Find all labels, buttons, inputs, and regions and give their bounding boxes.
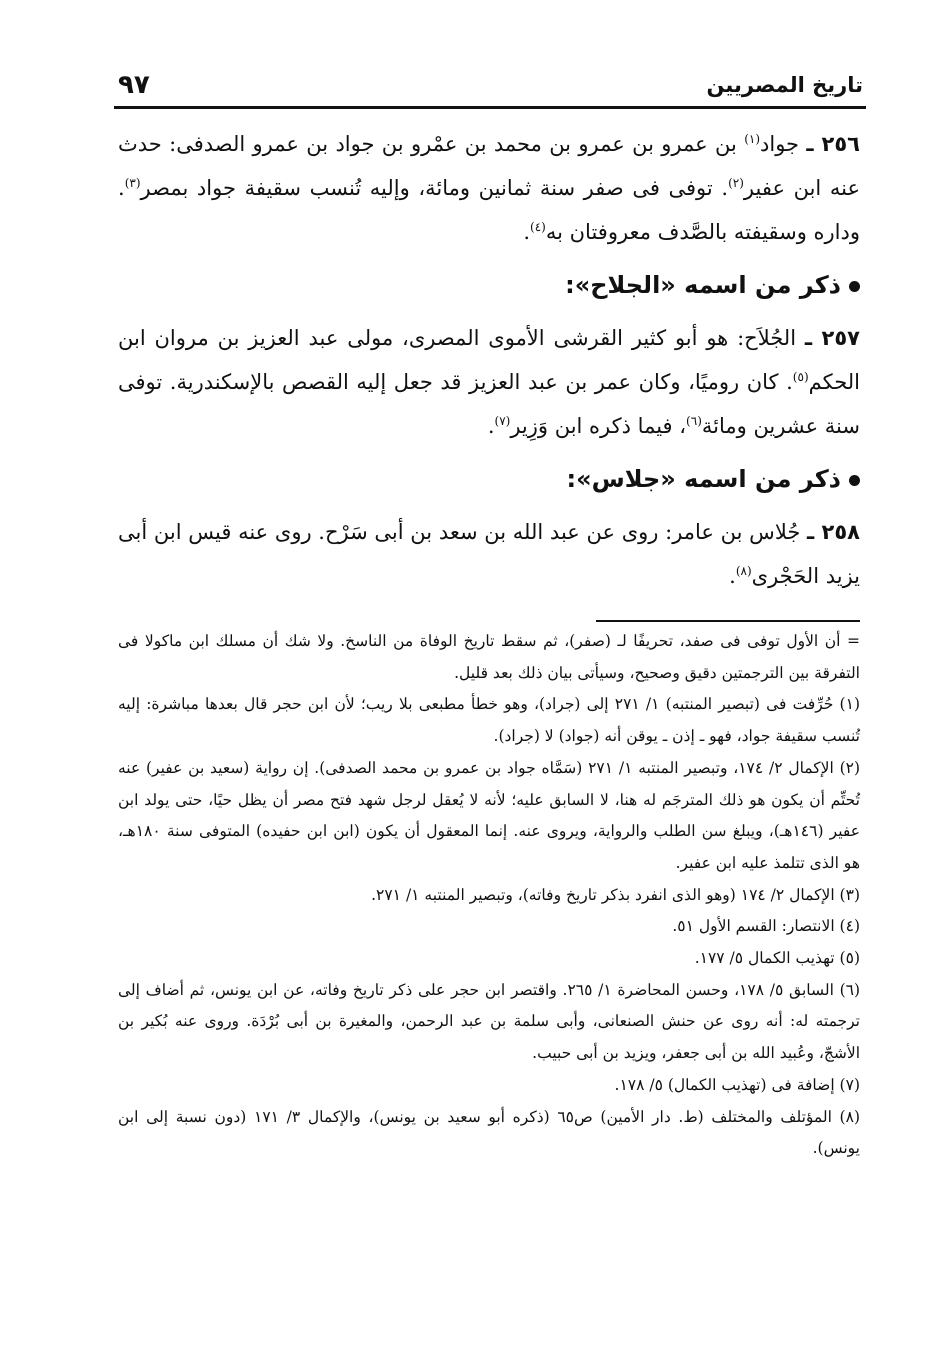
footnote-ref: (٦) xyxy=(686,414,702,428)
bullet-icon xyxy=(849,475,860,486)
entry-number: ٢٥٨ ـ xyxy=(807,520,860,544)
footnote-separator xyxy=(596,620,860,622)
entry-text: . xyxy=(523,220,531,244)
entry-text: جُلاس بن عامر: روى عن عبد الله بن سعد بن أبى سَرْح. روى عنه قيس ابن أبى يزيد الحَجْرى xyxy=(118,520,860,588)
footnote-ref: (١) xyxy=(744,132,761,146)
entry-text: . وداره وسقيفته بالصَّدف معروفتان به xyxy=(118,176,860,244)
footnote-6: (٦) السابق ٥/ ١٧٨، وحسن المحاضرة ١/ ٢٦٥. واقتصر ابن حجر على ذكر تاريخ وفاته، عن ابن يونس، ثم أضاف إلى ترجمته له: أنه روى عن حنش الصنعانى، وأبى سلمة بن عبد الرحمن، والمغيرة بن أبى بُرْدَة. وروى عنه بُكير بن الأشجّ، وعُبيد الله بن أبى جعفر، ويزيد بن أبى حبيب. xyxy=(118,980,861,1063)
entry-256 xyxy=(118,122,860,254)
footnote-8: (٨) المؤتلف والمختلف (ط. دار الأمين) ص٦٥ (ذكره أبو سعيد بن يونس)، والإكمال ٣/ ١٧١ (دون نسبة إلى ابن يونس). xyxy=(118,1107,860,1158)
page-header xyxy=(118,70,863,100)
footnotes xyxy=(118,626,860,1165)
footnote-ref: (٨) xyxy=(735,564,752,578)
footnote-7: (٧) إضافة فى (تهذيب الكمال) ٥/ ١٧٨. xyxy=(614,1075,860,1094)
footnote-carryover: = أن الأول توفى فى صفد، تحريفًا لـ (صفر)، ثم سقط تاريخ الوفاة من الناسخ. ولا شك أن مسلك ابن ماكولا فى التفرقة بين الترجمتين دقيق وصحيح، وسيأتى بيان ذلك بعد قليل. xyxy=(118,632,860,682)
footnote-5: (٥) تهذيب الكمال ٥/ ١٧٧. xyxy=(694,949,860,968)
entry-text: . xyxy=(487,414,495,438)
bullet-icon xyxy=(849,281,860,292)
entry-text: الجُلاَح: هو أبو كثير القرشى الأموى المصرى، مولى عبد العزيز بن مروان ابن الحكم xyxy=(118,326,860,394)
entry-257 xyxy=(118,316,860,448)
footnote-1: (١) حُرِّفت فى (تبصير المنتبه) ١/ ٢٧١ إلى (جراد)، وهو خطأ مطبعى بلا ريب؛ لأن ابن حجر قال بعدها مباشرة: إليه تُنسب سقيفة جواد، فهو ـ إذن ـ يوقن أنه (جواد) لا (جراد). xyxy=(118,695,860,746)
footnote-ref: (٤) xyxy=(530,220,546,234)
heading-text: ذكر من اسمه «جلاس»: xyxy=(566,465,841,493)
footnote-ref: (٢) xyxy=(728,176,744,190)
entry-text: . xyxy=(729,564,736,588)
entry-text: ، فيما ذكره ابن وَزِير xyxy=(510,414,687,438)
section-heading-jallah xyxy=(118,260,860,310)
section-heading-jallas xyxy=(118,454,860,504)
footnote-ref: (٣) xyxy=(124,176,141,190)
footnote-ref: (٥) xyxy=(792,370,809,384)
entry-number: ٢٥٦ ـ xyxy=(806,132,860,156)
footnote-4: (٤) الانتصار: القسم الأول ٥١. xyxy=(672,917,860,936)
entry-text: . كان روميًا، وكان عمر بن عبد العزيز قد جعل إليه القصص بالإسكندرية. توفى سنة عشرين ومائة xyxy=(118,370,860,438)
page-number: ٩٧ xyxy=(118,70,150,100)
heading-text: ذكر من اسمه «الجلاح»: xyxy=(565,271,841,299)
footnote-ref: (٧) xyxy=(494,414,511,428)
footnote-3: (٣) الإكمال ٢/ ١٧٤ (وهو الذى انفرد بذكر تاريخ وفاته)، وتبصير المنتبه ١/ ٢٧١. xyxy=(371,885,860,904)
header-rule xyxy=(114,106,866,109)
entry-text: جواد xyxy=(760,132,807,156)
entry-number: ٢٥٧ ـ xyxy=(804,326,860,350)
entry-text: بن عمرو بن عمرو بن محمد بن عمْرو بن جواد بن عمرو الصدفى: حدث عنه ابن عفير xyxy=(118,132,861,200)
entry-258 xyxy=(118,510,860,598)
footnote-2: (٢) الإكمال ٢/ ١٧٤، وتبصير المنتبه ١/ ٢٧١ (سَمَّاه جواد بن عمرو بن محمد الصدفى). إن رواية (سعيد بن عفير) عنه تُحتِّم أن يكون هو ذلك المترجَم له هنا، لا السابق عليه؛ لأنه لا يُعقل لرجل شهد فتح مصر أن يظل حيًا، حتى يولد ابن عفير (١٤٦هـ)، ويبلغ سن الطلب والرواية، ويروى عنه. إنما المعقول أن يكون (ابن ابن حفيده) المتوفى سنة ١٨٠هـ، هو الذى تتلمذ عليه ابن عفير. xyxy=(118,758,861,872)
running-title: تاريخ المصريين xyxy=(706,73,863,97)
main-text xyxy=(118,122,860,598)
entry-text: . توفى فى صفر سنة ثمانين ومائة، وإليه تُنسب سقيفة جواد بمصر xyxy=(140,176,729,200)
